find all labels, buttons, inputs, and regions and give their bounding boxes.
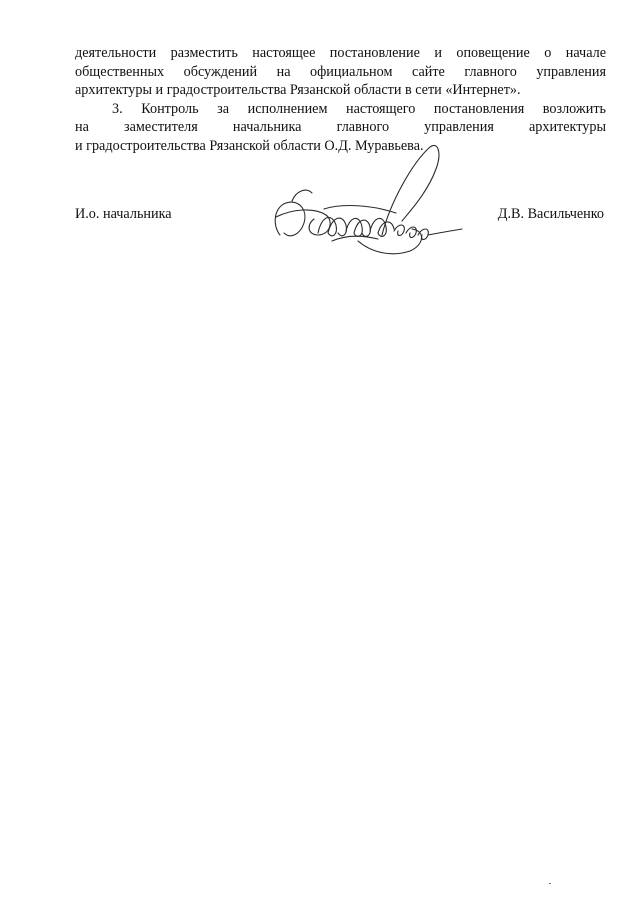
signer-position: И.о. начальника: [75, 206, 172, 222]
document-body: [75, 44, 606, 156]
paragraph-line: общественных обсуждений на официальном сайте главного управления: [75, 63, 606, 80]
paragraph-line: деятельности разместить настоящее постановление и оповещение о начале: [75, 45, 606, 61]
signer-name: Д.В. Васильченко: [497, 206, 604, 222]
handwritten-signature: [262, 143, 472, 261]
paragraph-line: архитектуры и градостроительства Рязанской области в сети «Интернет».: [75, 82, 521, 99]
paragraph-line: и градостроительства Рязанской области О.Д. Муравьева.: [75, 137, 424, 154]
paragraph-line: на заместителя начальника главного управления архитектуры: [75, 119, 606, 136]
scan-speck: [549, 883, 551, 884]
paragraph-line: 3. Контроль за исполнением настоящего постановления возложить: [112, 100, 606, 117]
